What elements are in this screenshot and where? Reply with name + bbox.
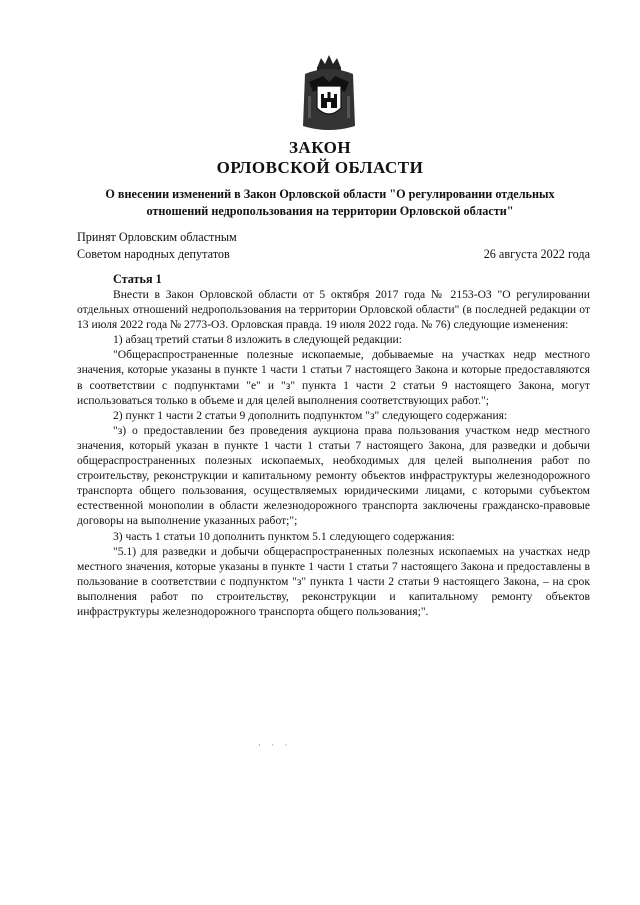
adoption-date: 26 августа 2022 года xyxy=(483,247,590,261)
document-title-region: ОРЛОВСКОЙ ОБЛАСТИ xyxy=(216,158,424,177)
article-body xyxy=(77,287,590,619)
subtitle-line: отношений недропользования на территории Орловской области" xyxy=(146,204,514,218)
article-paragraph: Внести в Закон Орловской области от 5 октября 2017 года № 2153-ОЗ "О регулировании отдельных отношений недропользования на территории Орловской области" (в последней редакции от 13 июля 2022 года № 2773-ОЗ. Орловская правда. 19 июля 2022 года. № 76) следующие изменения: xyxy=(77,288,590,332)
article-paragraph: "5.1) для разведки и добычи общераспространенных полезных ископаемых на участках недр местного значения, которые указаны в пункте 1 части 1 статьи 7 настоящего Закона и предоставлены в пользование в соответствии с подпунктом "з" пункта 1 части 2 статьи 9 настоящего Закона, – на срок выполнения работ по строительству, реконструкции и капитальному ремонту объектов инфраструктуры железнодорожного транспорта общего пользования;". xyxy=(77,544,590,618)
adoption-line: Советом народных депутатов xyxy=(77,247,230,261)
adoption-note xyxy=(77,229,237,263)
article-paragraph: 1) абзац третий статьи 8 изложить в следующей редакции: xyxy=(113,333,402,347)
adoption-line: Принят Орловским областным xyxy=(77,230,237,244)
orel-oblast-coat-of-arms-icon xyxy=(299,52,359,134)
article-paragraph: "Общераспространенные полезные ископаемые, добываемые на участках недр местного значения, которые указаны в пункте 1 части 1 статьи 7 настоящего Закона и которые предоставляются в соответствии с подпунктами "е" и "з" пункта 1 части 2 статьи 9 настоящего Закона, могут использоваться только в объеме и для целей выполнения соответствующих работ."; xyxy=(77,348,590,407)
article-paragraph: "з) о предоставлении без проведения аукциона права пользования участком недр местного значения, который указан в пункте 1 части 1 статьи 7 настоящего Закона, для разведки и добычи общераспространенных полезных ископаемых, необходимых для целей выполнения работ по строительству, реконструкции и капитальному ремонту объектов инфраструктуры железнодорожного транспорта общего пользования, осуществляемых юридическими лицами, с которыми субъектом естественной монополии в области железнодорожного транспорта заключены гражданско-правовые договоры на выполнение указанных работ;"; xyxy=(77,423,590,528)
article-paragraph: 3) часть 1 статьи 10 дополнить пунктом 5.1 следующего содержания: xyxy=(113,529,455,543)
article-heading: Статья 1 xyxy=(113,272,162,286)
document-subtitle xyxy=(80,186,580,220)
document-title: ЗАКОН xyxy=(288,138,352,157)
subtitle-line: О внесении изменений в Закон Орловской области "О регулировании отдельных xyxy=(105,187,555,201)
scan-dots: · · · xyxy=(258,740,292,750)
article-paragraph: 2) пункт 1 части 2 статьи 9 дополнить подпунктом "з" следующего содержания: xyxy=(113,408,508,422)
